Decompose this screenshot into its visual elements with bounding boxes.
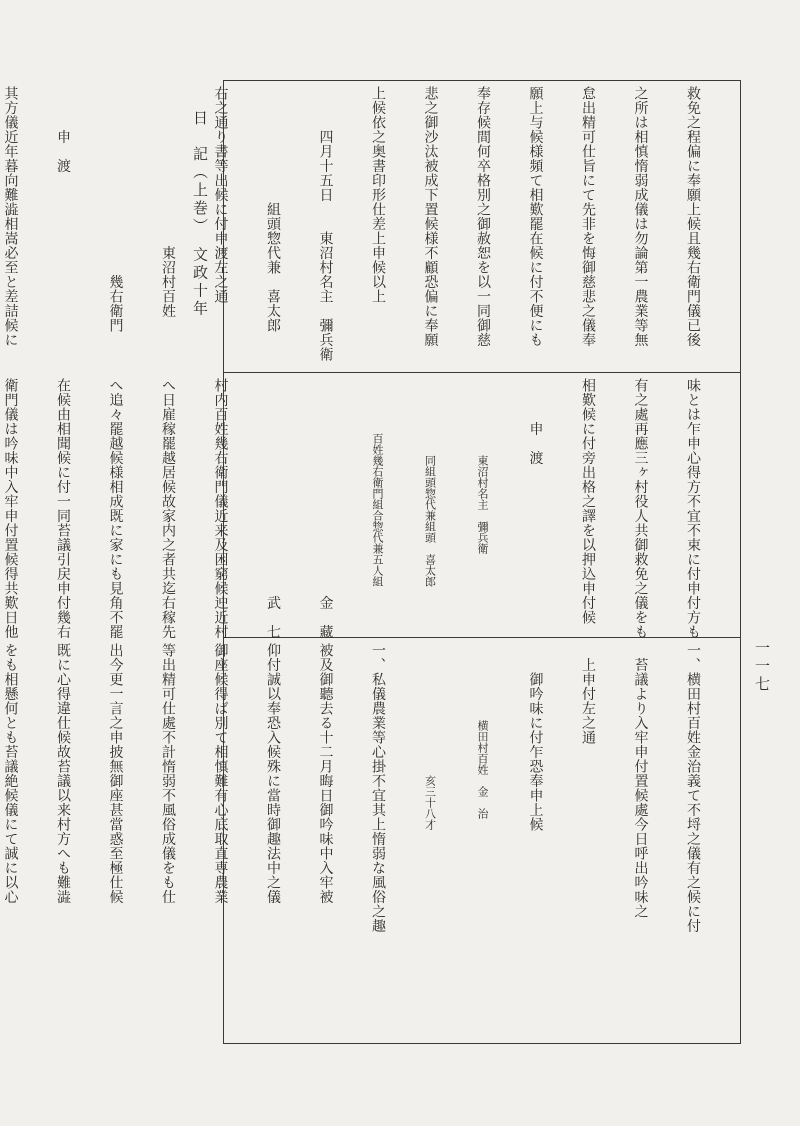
text-line: 出今更一言之申披無御座甚當惑至極仕候 [107, 643, 124, 904]
text-line: 仰付誠以奉恐入候殊に當時御趣法中之儀 [265, 643, 281, 904]
text-line: 悲之御沙汰被成下置候様不顧恐偏に奉願 [422, 86, 439, 347]
section-divider-top [223, 372, 741, 373]
text-line: 幾右衛門 [107, 86, 124, 333]
text-line: 東沼村名主 彌兵衛 [476, 378, 489, 554]
text-line: 申 渡 [527, 378, 544, 465]
text-line: をも相懸何とも苔議絶候儀にて誠に以心 [2, 643, 19, 904]
text-line: 願上与候様頻て相歎罷在候に付不便にも [527, 86, 544, 347]
section-middle-text [2, 378, 736, 639]
text-line: 申 渡 [55, 86, 71, 173]
text-line: 一、横田村百姓金治義て不埒之儀有之候に付 [685, 643, 701, 933]
text-line: へ日雇稼罷越居候故家内之者共迄右稼先 [160, 378, 176, 639]
text-line: 金 藏 [317, 378, 334, 639]
text-line: 御吟味に付乍恐奉申上候 [527, 643, 544, 832]
text-line: へ追々罷越候様相成既に家にも見角不罷 [107, 378, 124, 639]
text-line: 右之通り書等出候に付申渡左之通 [212, 86, 229, 304]
text-line: 組頭惣代兼 喜太郎 [265, 86, 281, 333]
text-line: 上申付左之通 [580, 643, 596, 745]
text-line: 等出精可仕處不計惰弱不風俗成儀をも仕 [160, 643, 176, 904]
text-line: 既に心得違仕候故苔議以来村方へも難澁 [55, 643, 71, 904]
text-line: 同組頭惣代兼組頭 喜太郎 [423, 378, 437, 587]
text-line: 在候由相聞候に付一同苔議引戻申付幾右 [55, 378, 71, 639]
text-line: 衛門儀は吟味中入牢申付置候得共歎日他 [2, 378, 19, 639]
text-line: 相歎候に付旁出格之譯を以押込申付候 [580, 378, 596, 625]
text-line: 一、私儀農業等心掛不宜其上惰弱な風俗之趣 [370, 643, 386, 933]
text-line: 苔議より入牢申付置候處今日呼出吟味之 [632, 643, 649, 919]
text-line: 百姓幾右衛門組合惣代兼五人組 [371, 378, 384, 587]
text-line: 有之處再應三ヶ村役人共御救免之儀をも [632, 378, 649, 639]
text-line: 村内百姓幾右衛門儀近来及困窮候迚近村 [212, 378, 229, 639]
text-line: 横田村百姓 金 治 [476, 643, 489, 819]
text-line: 其方儀近年暮向難澁相嵩必至と差詰候に [2, 86, 19, 347]
text-line: 救免之程偏に奉願上候且幾右衛門儀已後 [685, 86, 701, 347]
text-line: 御座候得ば別て相慎難有心底取直専農業 [212, 643, 229, 904]
text-line: 奉存候間何卒格別之御赦恕を以一同御慈 [475, 86, 491, 347]
text-line: 東沼村百姓 [160, 86, 176, 318]
text-line: 被及御聽去る十二月晦日御吟味中入牢被 [317, 643, 334, 904]
page-number: 一一七 [753, 640, 771, 694]
text-line: 怠出精可仕旨にて先非を悔御慈悲之儀奉 [580, 86, 596, 347]
text-line: 武 七 [265, 378, 281, 639]
section-divider-bottom [223, 637, 741, 638]
text-line: 之所は相慎惰弱成儀は勿論第一農業等無 [632, 86, 649, 347]
text-line: 上候依之奥書印形仕差上申候以上 [370, 86, 386, 304]
text-line: 四月十五日 東沼村名主 彌兵衛 [317, 86, 334, 362]
running-title: 日 記（上巻） 文政十年 [191, 110, 209, 319]
text-line: 亥三十八才 [423, 643, 437, 830]
text-line: 味とは乍申心得方不宜不束に付申付方も [685, 378, 701, 639]
section-bottom-text [2, 643, 736, 1039]
